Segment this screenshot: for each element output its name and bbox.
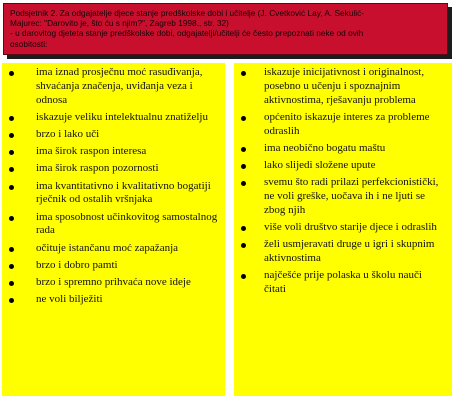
bullet-icon [241, 164, 246, 169]
bullet-icon [241, 226, 246, 231]
list-item-text: ima iznad prosječnu moć rasuđivanja, shvaćanja značenja, uviđanja veza i odnosa [36, 66, 203, 106]
list-item-text: iskazuje inicijativnost i originalnost, posebno u učenju i spoznajnim aktivnostima, rješavanju problema [264, 66, 425, 106]
list-item-text: ima kvantitativno i kvalitativno bogatiji rječnik od ostalih vršnjaka [36, 179, 211, 206]
list-item-text: ima širok raspon interesa [36, 145, 147, 158]
list-item [6, 242, 219, 256]
list-item [238, 66, 446, 107]
list-item [6, 259, 219, 273]
bullet-icon [9, 133, 14, 138]
left-column [2, 63, 225, 396]
list-item-text: ima sposobnost učinkovitog samostalnog rada [36, 210, 218, 237]
list-item [238, 111, 446, 139]
list-item-text: najčešće prije polaska u školu nauči čitati [264, 269, 422, 295]
list-item [6, 128, 219, 142]
list-item [6, 293, 219, 307]
list-item [6, 276, 219, 290]
bullet-icon [9, 247, 14, 252]
list-item-text: više voli društvo starije djece i odraslih [264, 220, 437, 233]
header-shadow [448, 7, 452, 59]
right-list [238, 66, 446, 297]
bullet-icon [9, 185, 14, 190]
list-item-text: očituje istančanu moć zapažanja [36, 241, 179, 254]
header-line: osobitosti: [10, 38, 48, 49]
bullet-icon [9, 264, 14, 269]
list-item-text: želi usmjeravati druge u igri i skupnim aktivnostima [264, 238, 435, 264]
list-item-text: brzo i lako uči [36, 127, 100, 140]
bullet-icon [9, 216, 14, 221]
list-item-text: ne voli bilježiti [36, 293, 103, 306]
bullet-icon [241, 243, 246, 248]
list-item-text: općenito iskazuje interes za probleme odraslih [264, 110, 430, 137]
bullet-icon [241, 147, 246, 152]
list-item-text: brzo i spremno prihvaća nove ideje [36, 275, 191, 288]
list-item-text: ima širok raspon pozornosti [36, 162, 159, 175]
list-item-text: lako slijedi složene upute [264, 158, 376, 171]
list-item-text: svemu što radi prilazi perfekcionistički, ne voli greške, uočava ih i ne ljuti se zbog njih [264, 176, 439, 216]
list-item [6, 145, 219, 159]
right-column [234, 63, 452, 396]
header-line: Majurec: "Darovito je, što ću s njim?", Zagreb 1998., str. 32) [10, 18, 229, 29]
list-item [6, 66, 219, 107]
header-line: Podsjetnik 2. Za odgajatelje djece stanje predškolske dobi i učitelje (J. Cvetković Lay, A. Sekulić- [10, 8, 365, 18]
bullet-icon [241, 116, 246, 121]
list-item [6, 211, 219, 239]
list-item [238, 221, 446, 235]
list-item [6, 111, 219, 125]
bullet-icon [241, 181, 246, 186]
list-item [238, 142, 446, 156]
list-item [238, 176, 446, 217]
bullet-icon [9, 71, 14, 76]
bullet-icon [9, 281, 14, 286]
bullet-icon [9, 116, 14, 121]
list-item [238, 159, 446, 173]
bullet-icon [9, 167, 14, 172]
header-shadow-bottom [7, 55, 452, 59]
list-item [238, 269, 446, 297]
list-item-text: ima neobično bogatu maštu [264, 141, 386, 154]
header-line: - u darovitog djeteta stanje predškolske dobi, odgajatelji/učitelji će često prepoznati neke od ovih [10, 28, 364, 39]
header-box [3, 3, 448, 55]
list-item [238, 238, 446, 266]
bullet-icon [9, 150, 14, 155]
bullet-icon [9, 298, 14, 303]
list-item [6, 162, 219, 176]
list-item [6, 180, 219, 208]
left-list [6, 66, 219, 307]
list-item-text: brzo i dobro pamti [36, 258, 118, 271]
bullet-icon [241, 274, 246, 279]
list-item-text: iskazuje veliku intelektualnu znatiželju [36, 110, 208, 123]
bullet-icon [241, 71, 246, 76]
